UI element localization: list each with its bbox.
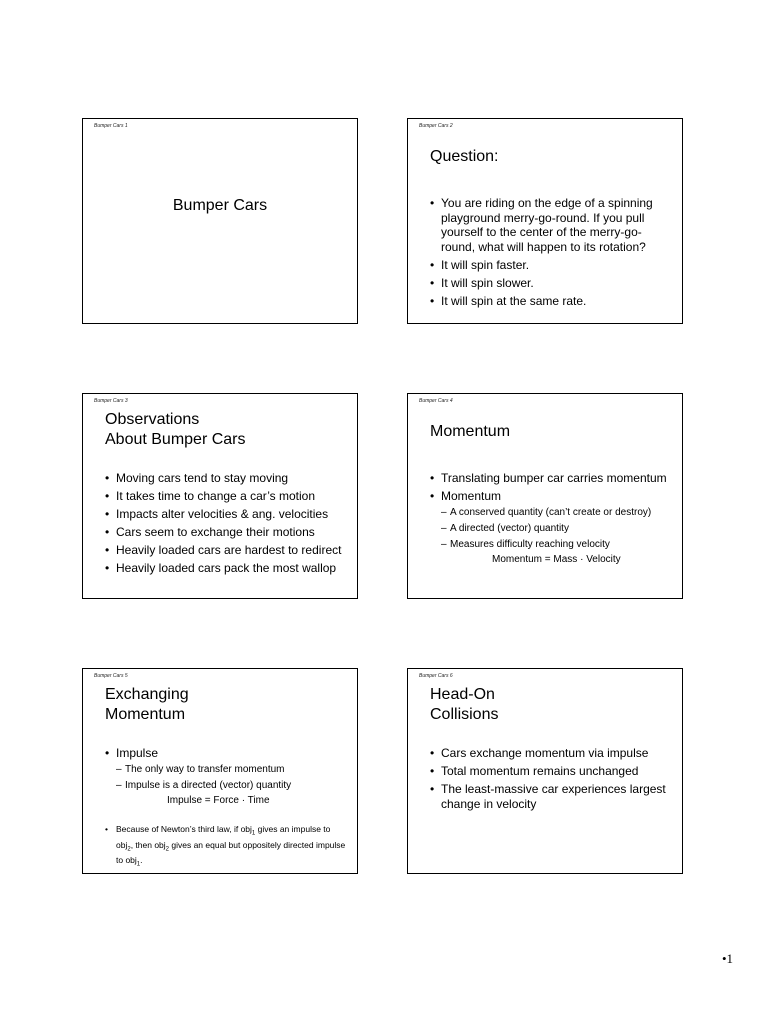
bullet-item: • The least-massive car experiences largest change in velocity (430, 782, 674, 811)
slide-4 (407, 393, 683, 599)
bullet-item: • It will spin at the same rate. (430, 294, 674, 309)
bullet-text: Momentum (441, 489, 502, 503)
slide-title-line: Exchanging (105, 686, 189, 703)
sub-bullet-item: – Impulse is a directed (vector) quantity (116, 779, 349, 792)
slide-header: Bumper Cars 5 (94, 673, 128, 679)
sub-bullet-item: – A directed (vector) quantity (441, 522, 674, 535)
slide-2 (407, 118, 683, 324)
bullet-list (105, 746, 349, 810)
bullet-item: • Impacts alter velocities & ang. velocities (105, 507, 349, 522)
slide-title: Bumper Cars (172, 197, 268, 214)
bullet-item: • It takes time to change a car’s motion (105, 489, 349, 504)
bullet-item: • Translating bumper car carries momentum (430, 471, 674, 486)
slide-5 (82, 668, 358, 874)
bullet-list (105, 471, 349, 579)
slide-title-line: Observations (105, 411, 200, 428)
slide-title: Question: (430, 148, 499, 165)
slide-title-line: Collisions (430, 706, 499, 723)
bullet-list (430, 196, 674, 312)
bullet-item (105, 746, 349, 807)
slide-header: Bumper Cars 4 (419, 398, 453, 404)
formula: Momentum = Mass · Velocity (492, 553, 621, 565)
slide-header: Bumper Cars 6 (419, 673, 453, 679)
slide-header: Bumper Cars 1 (94, 123, 128, 129)
slide-1 (82, 118, 358, 324)
slide-title (105, 685, 189, 725)
slide-title-line: Head-On (430, 686, 495, 703)
sub-bullet-item: – The only way to transfer momentum (116, 763, 349, 776)
slide-6 (407, 668, 683, 874)
sub-bullet-item: – A conserved quantity (can’t create or destroy) (441, 506, 674, 519)
bullet-item: • Heavily loaded cars pack the most wallop (105, 561, 349, 576)
slide-header: Bumper Cars 2 (419, 123, 453, 129)
sub-bullet-list (441, 506, 674, 551)
slide-header: Bumper Cars 3 (94, 398, 128, 404)
slide-title (430, 685, 498, 725)
formula: Impulse = Force · Time (167, 794, 270, 806)
slide-title (105, 410, 246, 450)
bullet-item: • You are riding on the edge of a spinning playground merry-go-round. If you pull yourself to the center of the merry-go-round, what will happen to its rotation? (430, 196, 674, 254)
bullet-list (430, 746, 674, 815)
sub-bullet-list (116, 763, 349, 792)
bullet-list (430, 471, 674, 569)
slide-title-line: About Bumper Cars (105, 431, 246, 448)
page-number: •1 (722, 951, 734, 966)
bullet-item: • Cars exchange momentum via impulse (430, 746, 674, 761)
note-list (105, 824, 349, 871)
bullet-item: • Heavily loaded cars are hardest to redirect (105, 543, 349, 558)
sub-bullet-item: – Measures difficulty reaching velocity (441, 538, 674, 551)
bullet-text: Impulse (116, 746, 159, 760)
bullet-item: • Total momentum remains unchanged (430, 764, 674, 779)
bullet-item: • It will spin slower. (430, 276, 674, 291)
bullet-item (430, 489, 674, 566)
slide-3 (82, 393, 358, 599)
slide-title: Momentum (430, 423, 511, 440)
slide-title-line: Momentum (105, 706, 186, 723)
bullet-item: • Cars seem to exchange their motions (105, 525, 349, 540)
bullet-item: • It will spin faster. (430, 258, 674, 273)
bullet-item: • Moving cars tend to stay moving (105, 471, 349, 486)
note-item: • Because of Newton’s third law, if obj$_1$ gives an impulse to obj$_2$, then obj$_2$ gives an equal but oppositely directed impulse to obj$_1$. (105, 824, 349, 871)
